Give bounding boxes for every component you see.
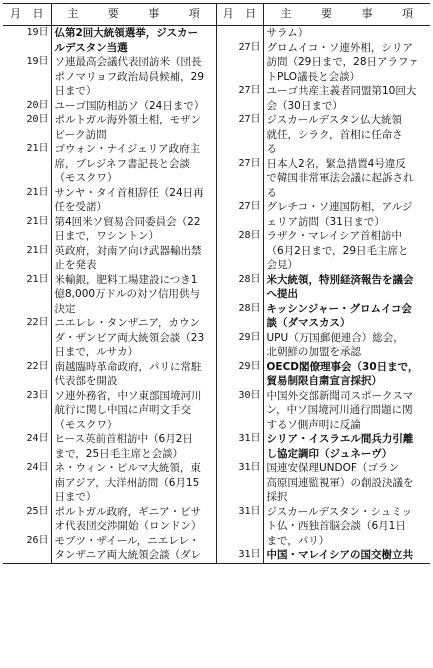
right-event-date — [216, 345, 263, 360]
left-event-text: 南越臨時革命政府，パリに常駐 — [54, 360, 202, 373]
left-event-date: 26日 — [3, 534, 51, 549]
right-event-date: 31日 — [216, 548, 263, 563]
left-event-text: ソ連外務省，中ソ東部国境河川 — [54, 389, 202, 402]
left-event-text: ゴウォン・ナイジェリア政府主 — [54, 143, 201, 155]
right-event-text: グレチコ・ソ連国防相，アルジ — [266, 201, 413, 213]
left-event-text: ユーゴ国防相訪ソ（24日まで） — [54, 99, 205, 112]
left-event-date — [3, 229, 51, 244]
right-event-date — [216, 128, 263, 143]
right-event-text: 談（ダマスカス） — [266, 317, 351, 329]
chronology-line — [3, 432, 430, 447]
right-event-date: 29日 — [216, 360, 263, 375]
right-event-text: 訪問（29日まで，28日アラファ — [266, 56, 419, 68]
right-event-date — [216, 186, 263, 201]
left-event-text: ソ連最高会議代表団訪米（団長 — [54, 56, 202, 68]
left-event-date — [3, 258, 51, 273]
chronology-line — [3, 519, 430, 534]
right-event-date: 30日 — [216, 389, 263, 404]
left-event-text: （モスクワ） — [54, 172, 118, 184]
left-event-date — [3, 302, 51, 317]
left-event-text: タンザニア両大統領会談（ダレ — [54, 549, 202, 561]
right-event-date: 28日 — [216, 229, 263, 244]
chronology-line — [3, 26, 430, 41]
event-column-header-right: 主 要 事 項 — [263, 4, 430, 26]
right-event-text: ン，中ソ国境河川通行問題に関 — [266, 404, 413, 416]
left-event-date — [3, 287, 51, 302]
left-event-date — [3, 447, 51, 462]
left-event-date — [3, 70, 51, 85]
chronology-line — [3, 99, 430, 114]
right-event-text: 中国・マレイシアの国交樹立共 — [266, 549, 413, 561]
right-event-date: 27日 — [216, 113, 263, 128]
left-event-text: 決定 — [54, 302, 76, 315]
right-event-date — [216, 534, 263, 549]
right-event-date — [216, 447, 263, 462]
chronology-line — [3, 447, 430, 462]
left-event-text: 代表部を開設 — [54, 375, 118, 387]
left-event-date — [3, 418, 51, 433]
chronology-line — [3, 157, 430, 172]
chronology-line — [3, 70, 430, 85]
left-event-text: ポノマリョフ政治局員候補，29 — [54, 70, 205, 83]
right-event-date: 31日 — [216, 461, 263, 476]
left-event-date: 23日 — [3, 389, 51, 404]
chronology-line — [3, 331, 430, 346]
left-event-date — [3, 374, 51, 389]
right-event-text: （6月2日まで，29日毛主席と — [266, 244, 409, 257]
chronology-line — [3, 171, 430, 186]
chronology-line — [3, 461, 430, 476]
left-event-text: 席，ブレジネフ書記長と会談 — [54, 157, 191, 170]
right-event-text: トPLO議長と会談） — [266, 70, 361, 83]
chronology-line — [3, 186, 430, 201]
left-event-date: 19日 — [3, 26, 51, 41]
right-event-date — [216, 171, 263, 186]
right-event-date — [216, 258, 263, 273]
right-event-text: まで，パリ） — [266, 534, 330, 547]
left-event-text: 仏第2回大統領選挙，ジスカー — [54, 27, 198, 39]
right-event-date: 27日 — [216, 41, 263, 56]
left-event-date: 25日 — [3, 505, 51, 520]
right-event-date — [216, 476, 263, 491]
right-event-text: へ提出 — [266, 288, 298, 300]
right-event-date — [216, 215, 263, 230]
right-event-text: 米大統領，特別経済報告を議会 — [266, 273, 414, 286]
left-event-text: 第4回米ソ貿易合同委員会（22 — [54, 215, 201, 228]
left-event-text: 日まで，ルサカ） — [54, 346, 139, 358]
right-event-date: 31日 — [216, 432, 263, 447]
left-event-text: ヒース英前首相訪中（6月2日 — [54, 433, 193, 445]
left-event-date — [3, 403, 51, 418]
header-row — [3, 4, 430, 26]
left-event-text: 日まで） — [54, 491, 97, 503]
chronology-line — [3, 55, 430, 70]
right-event-text: ユーゴ共産主義者同盟第10回大 — [266, 85, 417, 97]
left-event-date — [3, 128, 51, 143]
right-event-text: キッシンジャー・グロムイコ会 — [266, 302, 412, 315]
right-event-date — [216, 244, 263, 259]
right-event-date: 31日 — [216, 505, 263, 520]
chronology-line — [3, 128, 430, 143]
left-event-date — [3, 157, 51, 172]
chronology-line — [3, 215, 430, 230]
chronology-line — [3, 548, 430, 563]
left-event-date — [3, 84, 51, 99]
right-event-date — [216, 26, 263, 41]
right-event-date — [216, 490, 263, 505]
chronology-line — [3, 534, 430, 549]
chronology-line — [3, 142, 430, 157]
left-event-text: ビーク訪問 — [54, 128, 107, 141]
right-event-date — [216, 55, 263, 70]
right-event-text: 就任，シラク，首相に任命さ — [266, 128, 403, 141]
date-column-header-left: 月 日 — [3, 4, 51, 26]
left-event-date: 22日 — [3, 360, 51, 375]
right-event-text: ジスカールデスタン仏大統領 — [266, 114, 403, 126]
right-event-text: シリア・イスラエル間兵力引離 — [266, 433, 414, 445]
left-event-date — [3, 41, 51, 56]
chronology-line — [3, 374, 430, 389]
right-event-text: 貿易制限自粛宣言採択） — [266, 375, 382, 387]
right-event-text: グロムイコ・ソ連外相，シリア — [266, 41, 413, 54]
left-event-date: 22日 — [3, 316, 51, 331]
left-event-date: 21日 — [3, 215, 51, 230]
left-event-date — [3, 171, 51, 186]
right-event-date — [216, 70, 263, 85]
left-event-text: ニエレレ・タンザニア，カウン — [54, 317, 200, 329]
chronology-line — [3, 84, 430, 99]
left-event-text: ポルトガル海外領土相，モザン — [54, 114, 201, 126]
chronology-line — [3, 389, 430, 404]
right-event-text: OECD閣僚理事会（30日まで， — [266, 360, 419, 373]
left-event-date — [3, 200, 51, 215]
left-event-date: 20日 — [3, 113, 51, 128]
right-event-date — [216, 142, 263, 157]
left-event-date — [3, 548, 51, 563]
right-event-date — [216, 418, 263, 433]
chronology-line — [3, 302, 430, 317]
left-event-date: 24日 — [3, 432, 51, 447]
right-event-date: 27日 — [216, 84, 263, 99]
left-event-text: モブツ・ザイール，ニエレレ・ — [54, 534, 200, 547]
right-event-text: で韓国非常軍法会議に起訴され — [266, 172, 414, 184]
left-event-text: オ代表団交渉開始（ロンドン） — [54, 520, 202, 532]
left-event-text: ネ・ウィン・ビルマ大統領，東 — [54, 462, 201, 474]
chronology-line — [3, 418, 430, 433]
date-column-header-right: 月 日 — [216, 4, 263, 26]
left-event-date: 21日 — [3, 142, 51, 157]
right-event-text: 会（30日まで） — [266, 99, 343, 112]
left-event-date — [3, 476, 51, 491]
right-event-text: ラザク・マレイシア首相訪中 — [266, 230, 403, 242]
chronology-line — [3, 273, 430, 288]
chronology-line — [3, 287, 430, 302]
right-event-date — [216, 287, 263, 302]
left-event-text: 億8,000万ドルの対ソ信用供与 — [54, 288, 201, 300]
right-event-text: ェリア訪問（31日まで） — [266, 215, 385, 228]
right-event-text: 北朝鮮の加盟を承認 — [266, 346, 361, 358]
chronology-line — [3, 360, 430, 375]
left-event-date: 24日 — [3, 461, 51, 476]
right-event-text: 日本人2名，緊急措置4号違反 — [266, 157, 406, 170]
chronology-line — [3, 258, 430, 273]
left-event-text: ルデスタン当選 — [54, 41, 128, 54]
right-event-text: 国連安保理UNDOF（ゴラン — [266, 462, 399, 474]
right-event-text: 採択 — [266, 491, 288, 503]
right-event-text: る — [266, 186, 277, 199]
right-event-date: 27日 — [216, 157, 263, 172]
event-column-header-left: 主 要 事 項 — [51, 4, 216, 26]
left-event-text: 南アジア，大洋州訪問（6月15 — [54, 476, 200, 489]
chronology-line — [3, 403, 430, 418]
left-event-text: 英政府，対南ア向け武器輸出禁 — [54, 244, 202, 257]
left-event-date — [3, 490, 51, 505]
right-event-text: る — [266, 143, 277, 155]
left-event-date: 21日 — [3, 273, 51, 288]
left-event-text: 止を発表 — [54, 259, 97, 271]
left-event-text: 日まで，ワシントン） — [54, 230, 160, 242]
right-event-date: 29日 — [216, 331, 263, 346]
chronology-line — [3, 476, 430, 491]
right-event-date: 27日 — [216, 200, 263, 215]
chronology-line — [3, 244, 430, 259]
left-event-text: 航行に関し中国に声明文手交 — [54, 404, 191, 416]
right-event-text: し協定調印（ジュネーヴ） — [266, 447, 393, 460]
right-event-date — [216, 519, 263, 534]
left-event-text: ダ・ザンビア両大統領会談（23 — [54, 331, 205, 344]
right-event-text: 中国外交部新聞司スポークスマ — [266, 389, 414, 402]
right-event-date — [216, 374, 263, 389]
left-event-date — [3, 345, 51, 360]
left-event-date: 21日 — [3, 186, 51, 201]
left-event-date — [3, 331, 51, 346]
left-event-text: 日まで） — [54, 85, 97, 97]
chronology-line — [3, 490, 430, 505]
chronology-line — [3, 505, 430, 520]
right-event-text: 会見） — [266, 259, 298, 271]
left-event-text: 任を受諾） — [54, 201, 107, 213]
right-event-date: 28日 — [216, 302, 263, 317]
left-event-date: 20日 — [3, 99, 51, 114]
chronology-table — [3, 3, 430, 564]
left-event-text: まで，25日毛主席と会談） — [54, 447, 184, 460]
right-event-date — [216, 403, 263, 418]
right-event-text: するソ側声明に反論 — [266, 418, 361, 431]
chronology-line — [3, 316, 430, 331]
left-event-date: 19日 — [3, 55, 51, 70]
right-event-text: UPU（万国郵便連合）総会， — [266, 331, 404, 344]
left-event-text: 米輸銀，肥料工場建設につき1 — [54, 273, 198, 286]
chronology-line — [3, 41, 430, 56]
left-event-date — [3, 519, 51, 534]
chronology-line — [3, 229, 430, 244]
chronology-page — [3, 3, 430, 665]
left-event-date: 21日 — [3, 244, 51, 259]
right-event-date: 28日 — [216, 273, 263, 288]
left-event-text: （モスクワ） — [54, 418, 118, 431]
right-event-text: サラム） — [266, 27, 309, 39]
right-event-date — [216, 316, 263, 331]
chronology-line — [3, 200, 430, 215]
left-event-text: ポルトガル政府，ギニア・ビサ — [54, 505, 202, 518]
left-event-text: サンヤ・タイ首相辞任（24日再 — [54, 186, 204, 199]
right-event-text: 高原国連監視軍）の創設決議を — [266, 476, 414, 489]
right-event-date — [216, 99, 263, 114]
right-event-text: ジスカールデスタン・シュミッ — [266, 505, 413, 518]
right-event-text: ト仏・西独首脳会談（6月1日 — [266, 520, 406, 532]
chronology-line — [3, 345, 430, 360]
chronology-line — [3, 113, 430, 128]
